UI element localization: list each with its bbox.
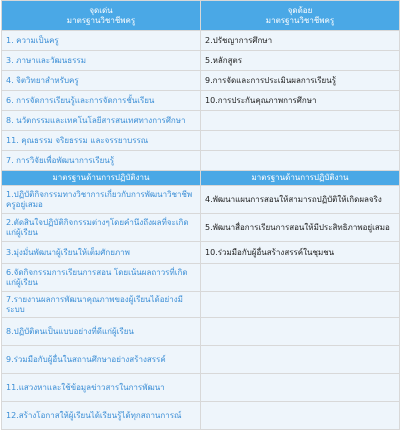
practice-weakness-cell — [201, 318, 400, 346]
table-row — [2, 111, 400, 131]
practice-standard-header-right: มาตรฐานด้านการปฏิบัติงาน — [201, 171, 400, 186]
strength-cell: 3. ภาษาและวัฒนธรรม — [2, 51, 201, 71]
weaknesses-title: จุดด้อย — [287, 5, 313, 15]
practice-weakness-cell — [201, 346, 400, 374]
practice-strength-cell: 11.แสวงหาและใช้ข้อมูลข่าวสารในการพัฒนา — [2, 374, 201, 402]
strengths-header — [2, 1, 201, 31]
practice-weakness-cell: 10.ร่วมมือกับผู้อื่นสร้างสรรค์ในชุมชน — [201, 242, 400, 264]
practice-strength-cell: 8.ปฏิบัติตนเป็นแบบอย่างที่ดีแก่ผู้เรียน — [2, 318, 201, 346]
strength-cell: 4. จิตวิทยาสำหรับครู — [2, 71, 201, 91]
table-row — [2, 91, 400, 111]
standards-table — [1, 0, 400, 430]
weakness-cell: 5.หลักสูตร — [201, 51, 400, 71]
practice-strength-cell: 1.ปฏิบัติกิจกรรมทางวิชาการเกี่ยวกับการพัฒนาวิชาชีพครูอยู่เสมอ — [2, 186, 201, 214]
weakness-cell — [201, 111, 400, 131]
practice-weakness-cell — [201, 292, 400, 318]
table-row — [2, 214, 400, 242]
practice-strength-cell: 6.จัดกิจกรรมการเรียนการสอน โดยเน้นผลถาวรที่เกิดแก่ผู้เรียน — [2, 264, 201, 292]
table-row — [2, 131, 400, 151]
table1-header — [2, 1, 400, 31]
table-row — [2, 186, 400, 214]
practice-weakness-cell — [201, 374, 400, 402]
weakness-cell: 10.การประกันคุณภาพการศึกษา — [201, 91, 400, 111]
table-row — [2, 151, 400, 171]
table-row — [2, 374, 400, 402]
weakness-cell — [201, 131, 400, 151]
table-row — [2, 402, 400, 430]
weakness-cell: 2.ปรัชญาการศึกษา — [201, 31, 400, 51]
table-row — [2, 31, 400, 51]
strength-cell: 6. การจัดการเรียนรู้และการจัดการชั้นเรียน — [2, 91, 201, 111]
practice-strength-cell: 7.รายงานผลการพัฒนาคุณภาพของผู้เรียนได้อย่างมีระบบ — [2, 292, 201, 318]
table-row — [2, 242, 400, 264]
weaknesses-header — [201, 1, 400, 31]
practice-weakness-cell: 4.พัฒนาแผนการสอนให้สามารถปฏิบัติให้เกิดผลจริง — [201, 186, 400, 214]
table-row — [2, 71, 400, 91]
table-row — [2, 318, 400, 346]
practice-strength-cell: 2.ตัดสินใจปฏิบัติกิจกรรมต่างๆโดยคำนึงถึงผลที่จะเกิดแก่ผู้เรียน — [2, 214, 201, 242]
weakness-cell — [201, 151, 400, 171]
weaknesses-subtitle: มาตรฐานวิชาชีพครู — [265, 15, 335, 25]
practice-weakness-cell — [201, 402, 400, 430]
practice-strength-cell: 12.สร้างโอกาสให้ผู้เรียนได้เรียนรู้ได้ทุกสถานการณ์ — [2, 402, 201, 430]
strength-cell: 8. นวัตกรรมและเทคโนโลยีสารสนเทศทางการศึกษา — [2, 111, 201, 131]
table-row — [2, 346, 400, 374]
strengths-subtitle: มาตรฐานวิชาชีพครู — [66, 15, 136, 25]
table2-header — [2, 171, 400, 186]
practice-weakness-cell: 5.พัฒนาสื่อการเรียนการสอนให้มีประสิทธิภาพอยู่เสมอ — [201, 214, 400, 242]
strengths-title: จุดเด่น — [89, 5, 113, 15]
practice-strength-cell: 9.ร่วมมือกับผู้อื่นในสถานศึกษาอย่างสร้างสรรค์ — [2, 346, 201, 374]
practice-strength-cell: 3.มุ่งมั่นพัฒนาผู้เรียนให้เต็มศักยภาพ — [2, 242, 201, 264]
strength-cell: 11. คุณธรรม จริยธรรม และจรรยาบรรณ — [2, 131, 201, 151]
table-row — [2, 51, 400, 71]
table-row — [2, 292, 400, 318]
strength-cell: 7. การวิจัยเพื่อพัฒนาการเรียนรู้ — [2, 151, 201, 171]
practice-standard-header-left: มาตรฐานด้านการปฏิบัติงาน — [2, 171, 201, 186]
practice-weakness-cell — [201, 264, 400, 292]
table-row — [2, 264, 400, 292]
strength-cell: 1. ความเป็นครู — [2, 31, 201, 51]
weakness-cell: 9.การจัดและการประเมินผลการเรียนรู้ — [201, 71, 400, 91]
standards-summary — [1, 0, 399, 430]
